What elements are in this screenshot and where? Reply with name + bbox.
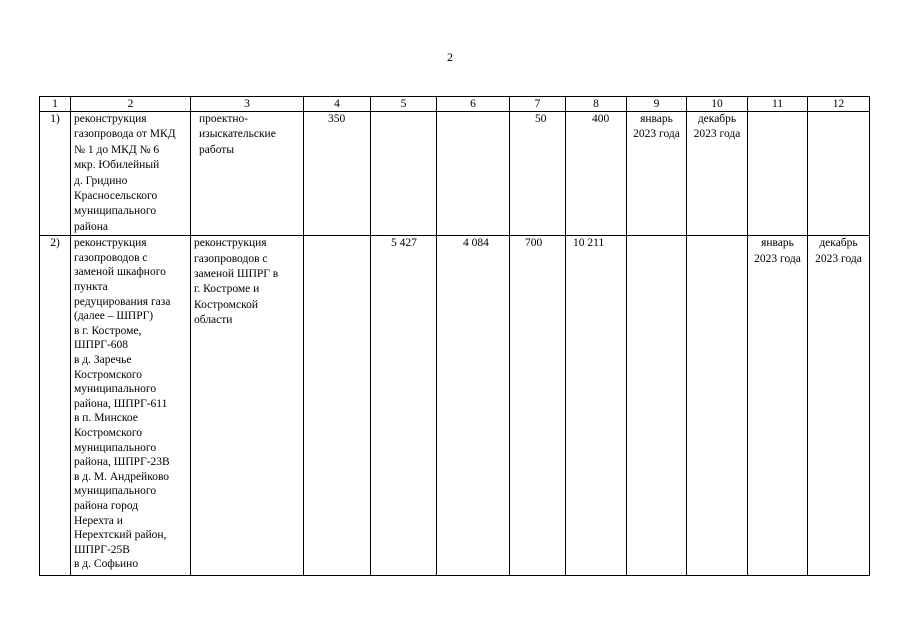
column-number: 5 [371,97,437,112]
object-name-line: Нерехта и [74,514,123,527]
value-cell: 700 [510,236,566,576]
work-type-line: газопроводов с [194,252,268,265]
work-type-line: реконструкция [194,237,267,250]
column-number: 2 [71,97,191,112]
column-number: 1 [40,97,71,112]
value-cell [304,236,371,576]
value-cell: 4 084 [437,236,510,576]
object-name-line: в д. Заречье [74,354,132,366]
investment-table [39,96,870,576]
object-name-line: Костромского [74,426,143,439]
column-number: 8 [566,97,627,112]
table-row [40,236,870,576]
row-number: 2) [40,236,71,576]
value-cell [437,112,510,236]
object-name-line: редуцирования газа [74,295,171,308]
column-number-row [40,97,870,112]
column-number: 6 [437,97,510,112]
column-number: 11 [748,97,808,112]
column-number: 10 [687,97,748,112]
object-name-line: газопровода от МКД [74,128,176,141]
object-name-line: мкр. Юбилейный [74,159,160,172]
date-cell: декабрь 2023 года [808,236,870,576]
work-type-line: изыскательские [199,128,276,141]
value-cell: 10 211 [566,236,627,576]
object-name-line: района, ШПРГ-611 [74,397,168,410]
value-cell: 400 [566,112,627,236]
object-name-line: Костромского [74,368,143,381]
object-name-line: реконструкция [74,113,147,125]
object-name-line: заменой шкафного [74,266,166,279]
value-cell: 350 [304,112,371,236]
object-name-line: Нерехтский район, [74,529,167,542]
date-cell: декабрь 2023 года [687,112,748,236]
value-cell: 50 [510,112,566,236]
work-type-line: заменой ШПРГ в [194,268,279,281]
date-cell: январь 2023 года [748,236,808,576]
object-name-line: газопроводов с [74,251,148,264]
object-name-line: д. Гридино [74,174,128,187]
work-type-line: области [194,314,233,327]
object-name-line: района [74,220,109,233]
object-name-line: ШПРГ-25В [74,543,130,556]
object-name-line: пункта [74,281,108,294]
work-type-line: Костромской [194,298,258,311]
object-name-line: муниципального [74,205,157,218]
value-cell [371,112,437,236]
object-name-line: (далее – ШПРГ) [74,310,154,323]
date-cell: январь 2023 года [627,112,687,236]
page-number: 2 [447,50,453,64]
column-number: 3 [191,97,304,112]
date-cell [687,236,748,576]
work-type-line: г. Костроме и [194,283,260,296]
object-name-line: № 1 до МКД № 6 [74,143,160,156]
column-number: 12 [808,97,870,112]
value-cell: 5 427 [371,236,437,576]
work-type-line: проектно- [199,113,249,125]
work-type-cell [191,112,304,236]
object-name-line: муниципального [74,383,157,396]
object-name-line: реконструкция [74,237,147,250]
object-name-line: района, ШПРГ-23В [74,456,170,469]
object-name-line: в д. Софьино [74,558,139,571]
column-number: 9 [627,97,687,112]
object-name-line: в г. Костроме, [74,324,142,337]
column-number: 7 [510,97,566,112]
object-name-line: района город [74,499,139,512]
object-name-line: Красносельского [74,190,158,203]
object-name-cell [71,236,191,576]
work-type-line: работы [199,143,235,156]
column-number: 4 [304,97,371,112]
table-row [40,112,870,236]
object-name-line: ШПРГ-608 [74,339,129,352]
object-name-line: в п. Минское [74,412,138,425]
row-number: 1) [40,112,71,236]
date-cell [808,112,870,236]
work-type-cell [191,236,304,576]
date-cell [627,236,687,576]
object-name-line: муниципального [74,485,157,498]
date-cell [748,112,808,236]
object-name-cell [71,112,191,236]
object-name-line: в д. М. Андрейково [74,470,170,483]
object-name-line: муниципального [74,441,157,454]
